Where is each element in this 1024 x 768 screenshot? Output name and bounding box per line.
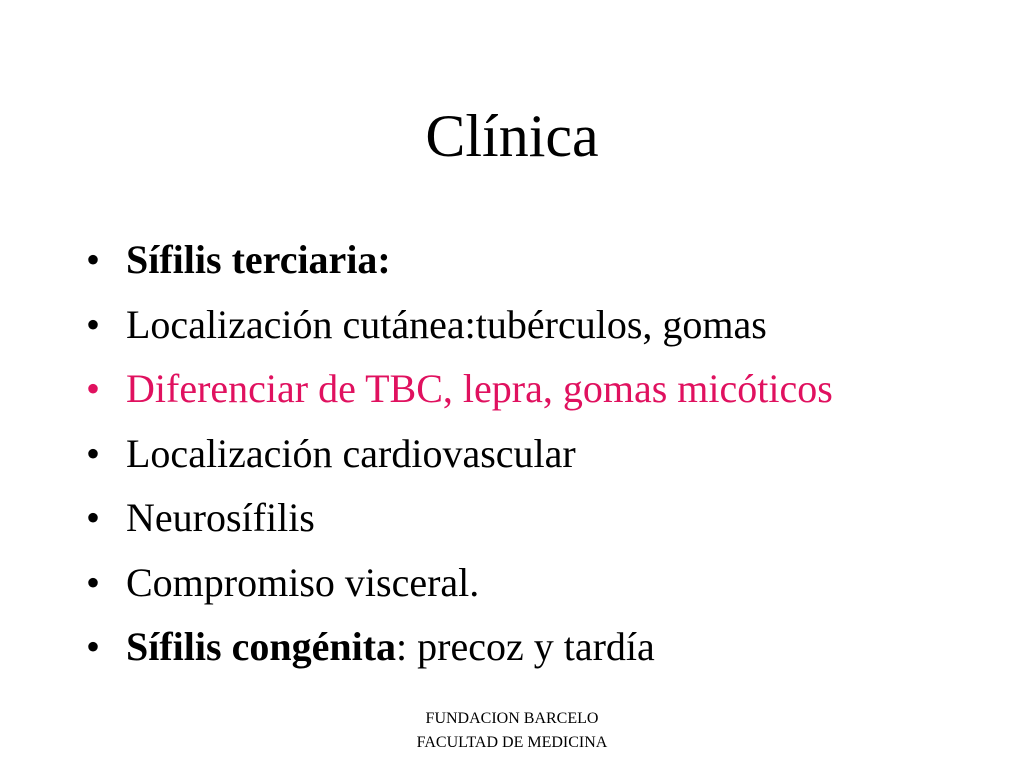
- bullet-icon: •: [86, 366, 101, 411]
- bullet-text: Diferenciar de TBC, lepra, gomas micóticos: [126, 366, 833, 411]
- bullet-plain-text: : precoz y tardía: [396, 624, 655, 669]
- bullet-icon: •: [86, 237, 101, 282]
- bullet-text: Compromiso visceral.: [126, 559, 480, 605]
- bullet-icon: •: [86, 559, 101, 605]
- bullet-item-cardiovascular: [0, 422, 1024, 487]
- bullet-text: [126, 615, 655, 679]
- bullet-text: Localización cardiovascular: [126, 430, 576, 476]
- slide-title: Clínica: [425, 103, 599, 169]
- footer-faculty: FACULTAD DE MEDICINA: [416, 734, 608, 751]
- bullet-item-neurosifilis: [0, 486, 1024, 551]
- bullet-text: [126, 228, 391, 292]
- bullet-icon: •: [86, 495, 101, 540]
- bullet-bold-text: Sífilis terciaria:: [126, 237, 391, 282]
- bullet-bold-text: Sífilis congénita: [126, 624, 397, 669]
- bullet-item-compromiso-visceral: [0, 551, 1024, 616]
- bullet-text: Localización cutánea:tubérculos, gomas: [126, 301, 767, 347]
- footer-institution: FUNDACION BARCELO: [425, 710, 599, 727]
- bullet-item-localizacion-cutanea: [0, 293, 1024, 358]
- bullet-icon: •: [86, 430, 101, 476]
- bullet-icon: •: [86, 624, 101, 669]
- bullet-text: Neurosífilis: [126, 495, 315, 540]
- bullet-item-diferenciar: [0, 357, 1024, 422]
- bullet-list: [0, 228, 1024, 680]
- footer: [312, 707, 712, 755]
- bullet-item-sifilis-terciaria: [0, 228, 1024, 293]
- bullet-icon: •: [86, 301, 101, 347]
- bullet-item-sifilis-congenita: [0, 615, 1024, 680]
